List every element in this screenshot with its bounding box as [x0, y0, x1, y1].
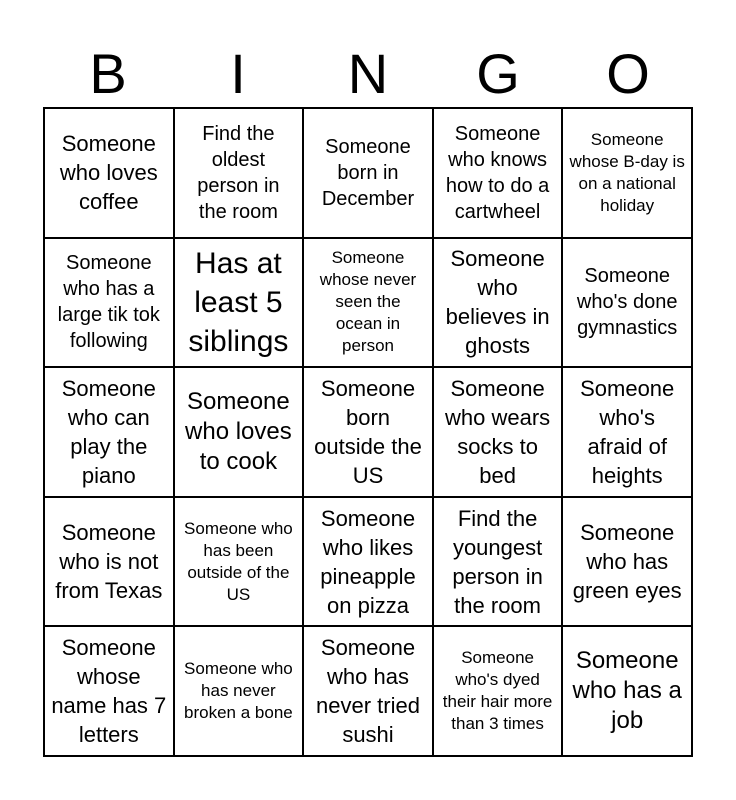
bingo-cell-text: Someone who can play the piano	[61, 375, 156, 488]
bingo-cell-text: Someone who's afraid of heights	[580, 375, 675, 488]
bingo-cell[interactable]	[562, 626, 692, 756]
bingo-cell-text: Find the youngest person in the room	[452, 505, 543, 618]
bingo-cell-text: Someone who knows how to do a cartwheel	[445, 122, 550, 223]
bingo-cell[interactable]	[174, 497, 304, 627]
bingo-cell-text: Find the oldest person in the room	[197, 122, 280, 223]
bingo-cell[interactable]	[303, 108, 433, 238]
header-letter-b: B	[89, 42, 127, 105]
bingo-cell[interactable]	[303, 626, 433, 756]
bingo-cell[interactable]	[44, 626, 174, 756]
bingo-header	[43, 40, 693, 108]
bingo-cell-text: Someone who has a job	[572, 647, 682, 735]
bingo-cell-text: Someone who believes in ghosts	[445, 246, 550, 359]
bingo-cell[interactable]	[303, 238, 433, 368]
bingo-cell-text: Has at least 5 siblings	[188, 246, 289, 358]
bingo-cell[interactable]	[174, 367, 304, 497]
bingo-cell-text: Someone whose name has 7 letters	[51, 635, 167, 748]
bingo-cell[interactable]	[44, 367, 174, 497]
header-letter-n: N	[347, 42, 389, 105]
bingo-cell-text: Someone born in December	[321, 135, 415, 210]
bingo-cell-text: Someone who has a large tik tok following	[57, 252, 160, 353]
bingo-cell[interactable]	[44, 497, 174, 627]
bingo-cell-text: Someone who loves to cook	[185, 387, 292, 475]
bingo-cell-text: Someone who has never tried sushi	[316, 635, 420, 748]
bingo-cell[interactable]	[562, 367, 692, 497]
bingo-cell-text: Someone who's done gymnastics	[576, 265, 678, 340]
bingo-cell-text: Someone who's dyed their hair more than 3 times	[442, 648, 553, 734]
bingo-cell-text: Someone whose never seen the ocean in person	[319, 248, 417, 356]
bingo-cell[interactable]	[433, 497, 563, 627]
bingo-cell[interactable]	[562, 108, 692, 238]
bingo-cell[interactable]	[433, 108, 563, 238]
bingo-card	[43, 107, 693, 757]
bingo-cell-text: Someone who has been outside of the US	[184, 518, 293, 604]
bingo-cell-text: Someone who has green eyes	[572, 520, 682, 604]
bingo-cell-text: Someone born outside the US	[314, 375, 422, 488]
header-letter-g: G	[476, 42, 520, 105]
bingo-cell[interactable]	[562, 238, 692, 368]
bingo-cell-text: Someone who has never broken a bone	[184, 659, 293, 723]
header-letter-i: I	[230, 42, 246, 105]
bingo-cell[interactable]	[562, 497, 692, 627]
bingo-cell[interactable]	[174, 238, 304, 368]
bingo-cell[interactable]	[433, 367, 563, 497]
bingo-cell[interactable]	[433, 626, 563, 756]
bingo-cell-text: Someone who wears socks to bed	[445, 375, 551, 488]
bingo-cell[interactable]	[303, 367, 433, 497]
bingo-cell[interactable]	[433, 238, 563, 368]
bingo-cell[interactable]	[44, 238, 174, 368]
bingo-cell[interactable]	[303, 497, 433, 627]
bingo-cell[interactable]	[174, 108, 304, 238]
header-letter-o: O	[606, 42, 650, 105]
bingo-cell-text: Someone whose B-day is on a national holiday	[569, 129, 685, 215]
bingo-cell[interactable]	[174, 626, 304, 756]
bingo-cell-text: Someone who is not from Texas	[55, 520, 163, 604]
bingo-cell[interactable]	[44, 108, 174, 238]
bingo-cell-text: Someone who likes pineapple on pizza	[320, 505, 416, 618]
bingo-cell-text: Someone who loves coffee	[59, 131, 158, 215]
